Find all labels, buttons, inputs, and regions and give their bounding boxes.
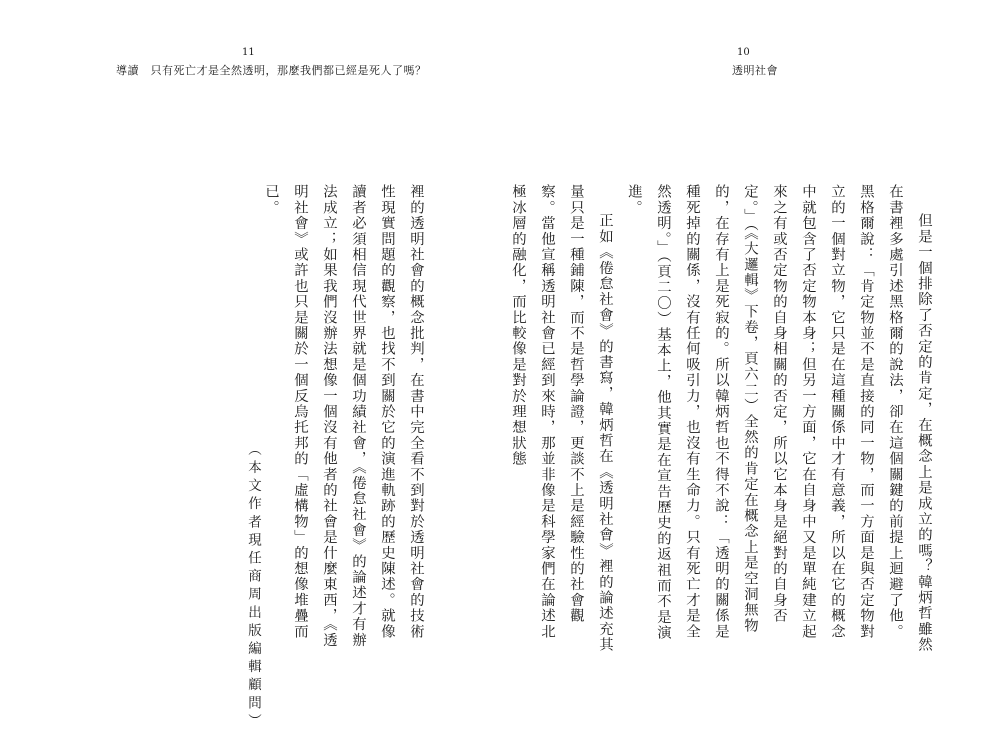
- right-running-head: 透明社會: [732, 64, 778, 77]
- left-paragraph-1: 裡的透明社會的概念批判，在書中完全看不到對於透明社會的技術性現實問題的觀察，也找不到關於它的演進軌跡的歷史陳述。就像讀者必須相信現代世界就是個功績社會，《倦怠社會》的論述才有辦法成立；如果我們沒辦法想像一個沒有他者的社會是什麼東西，《透明社會》或許也只是關於一個反烏托邦的「虛構物」的想像堆疊而已。: [263, 184, 424, 648]
- right-paragraph-2: 正如《倦怠社會》的書寫，韓炳哲在《透明社會》裡的論述充其量只是一種鋪陳，而不是哲學論證，更談不上是經驗性的社會觀察。當他宣稱透明社會已經到來時，那並非像是科學家們在論述北極冰層的融化，而比較像是對於理想狀態: [510, 184, 613, 653]
- left-body-text: [263, 184, 430, 654]
- author-note: （本文作者現任商周出版編輯顧問）: [245, 442, 261, 732]
- left-running-head: 導讀 只有死亡才是全然透明，那麼我們都已經是死人了嗎？: [116, 64, 427, 77]
- right-body-text: [510, 184, 938, 654]
- left-page-number: 11: [242, 47, 255, 58]
- right-page-number: 10: [737, 47, 750, 58]
- right-paragraph-1: 但是一個排除了否定的肯定，在概念上是成立的嗎？韓炳哲雖然在書裡多處引述黑格爾的說法，卻在這個關鍵的前提上迴避了他。黑格爾說：「肯定物並不是直接的同一物，而一方面是與否定物對立的一個對立物，它只是在這種關係中才有意義，所以在它的概念中就包含了否定物本身；但另一方面，它在自身中又是單純建立起來之有或否定物的自身相關的否定，所以它本身是絕對的自身否定。」（《大邏輯》下卷，頁六二）全然的肯定在概念上是空洞無物的，在存有上是死寂的。所以韓炳哲也不得不說：「透明的關係是種死掉的關係，沒有任何吸引力，也沒有生命力。只有死亡才是全然透明。」（頁二〇）基本上，他其實是在宣告歷史的返祖而不是演進。: [626, 184, 932, 653]
